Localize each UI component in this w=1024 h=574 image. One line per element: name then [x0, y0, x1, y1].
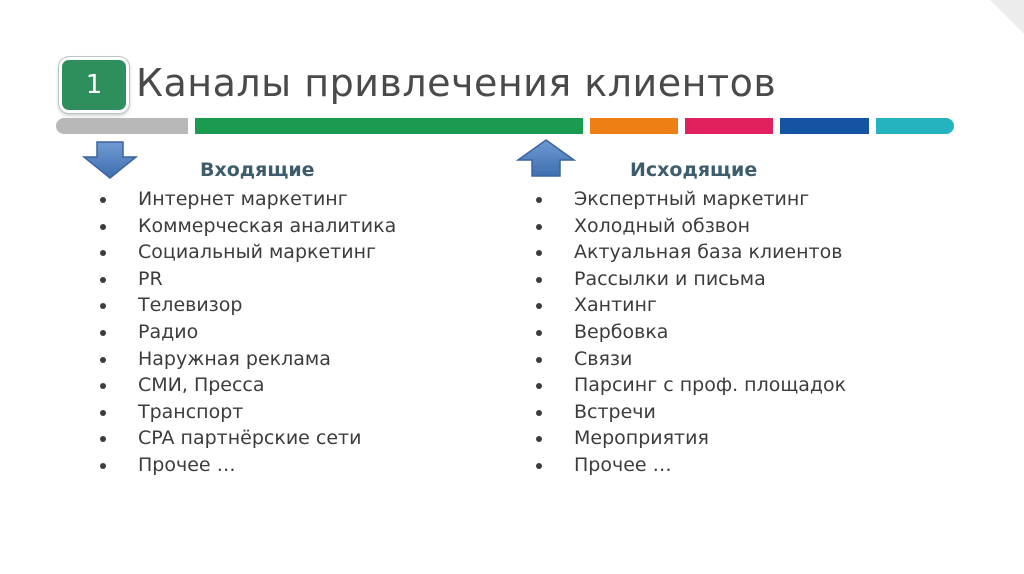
slide-number-badge: 1: [62, 60, 126, 110]
list-item: [532, 346, 952, 373]
list-item-label: Связи: [574, 347, 633, 370]
list-item-label: Прочее …: [138, 453, 236, 476]
list-item: [96, 239, 496, 266]
list-item-label: Вербовка: [574, 320, 669, 343]
list-item-label: СМИ, Пресса: [138, 374, 265, 397]
list-item-label: CPA партнёрские сети: [138, 427, 362, 450]
incoming-channels-column: [96, 154, 496, 479]
list-item-label: Встречи: [574, 400, 656, 423]
bullet-icon: [100, 463, 106, 469]
bullet-icon: [536, 463, 542, 469]
bullet-icon: [100, 410, 106, 416]
bullet-icon: [536, 197, 542, 203]
list-item-label: Рассылки и письма: [574, 267, 766, 290]
bullet-icon: [100, 197, 106, 203]
page-title: Каналы привлечения клиентов: [136, 61, 777, 105]
list-item: [96, 399, 496, 426]
list-item: [96, 425, 496, 452]
bullet-icon: [536, 250, 542, 256]
list-item: [532, 266, 952, 293]
list-item: [532, 213, 952, 240]
list-item-label: Телевизор: [138, 294, 243, 317]
incoming-list: [96, 186, 496, 479]
list-item: [96, 346, 496, 373]
bullet-icon: [100, 436, 106, 442]
bullet-icon: [536, 410, 542, 416]
bullet-icon: [536, 224, 542, 230]
list-item: [532, 239, 952, 266]
divider-segment-gray: [56, 118, 188, 134]
list-item-label: Мероприятия: [574, 427, 709, 450]
list-item: [532, 425, 952, 452]
bullet-icon: [100, 250, 106, 256]
bullet-icon: [536, 383, 542, 389]
list-item-label: Радио: [138, 320, 199, 343]
divider-segment-pink: [685, 118, 773, 134]
list-item: [532, 452, 952, 479]
list-item-label: PR: [138, 267, 163, 290]
list-item: [96, 452, 496, 479]
list-item: [532, 186, 952, 213]
bullet-icon: [536, 330, 542, 336]
list-item-label: Наружная реклама: [138, 347, 331, 370]
bullet-icon: [100, 224, 106, 230]
list-item: [532, 319, 952, 346]
list-item-label: Холодный обзвон: [574, 214, 751, 237]
list-item: [96, 319, 496, 346]
list-item-label: Прочее …: [574, 453, 672, 476]
bullet-icon: [100, 330, 106, 336]
list-item-label: Хантинг: [574, 294, 657, 317]
list-item: [532, 292, 952, 319]
list-item: [96, 186, 496, 213]
bullet-icon: [100, 383, 106, 389]
outgoing-channels-column: [532, 154, 952, 479]
bullet-icon: [100, 303, 106, 309]
list-item: [532, 372, 952, 399]
list-item-label: Интернет маркетинг: [138, 188, 348, 210]
divider-segment-blue: [780, 118, 869, 134]
divider-segment-teal: [876, 118, 954, 134]
bullet-icon: [100, 357, 106, 363]
divider-segment-green: [195, 118, 583, 134]
list-item: [96, 266, 496, 293]
outgoing-heading: Исходящие: [630, 159, 758, 181]
bullet-icon: [536, 277, 542, 283]
page-corner-fold: [990, 0, 1024, 34]
bullet-icon: [536, 357, 542, 363]
divider-segment-orange: [590, 118, 678, 134]
list-item: [96, 213, 496, 240]
list-item-label: Транспорт: [138, 400, 244, 423]
list-item-label: Актуальная база клиентов: [574, 241, 843, 264]
outgoing-list: [532, 186, 952, 479]
bullet-icon: [536, 436, 542, 442]
list-item-label: Экспертный маркетинг: [574, 188, 810, 210]
bullet-icon: [536, 303, 542, 309]
list-item-label: Социальный маркетинг: [138, 241, 376, 264]
list-item: [96, 372, 496, 399]
list-item-label: Парсинг с проф. площадок: [574, 374, 847, 397]
list-item: [532, 399, 952, 426]
bullet-icon: [100, 277, 106, 283]
list-item: [96, 292, 496, 319]
incoming-heading: Входящие: [200, 159, 315, 181]
list-item-label: Коммерческая аналитика: [138, 214, 397, 237]
